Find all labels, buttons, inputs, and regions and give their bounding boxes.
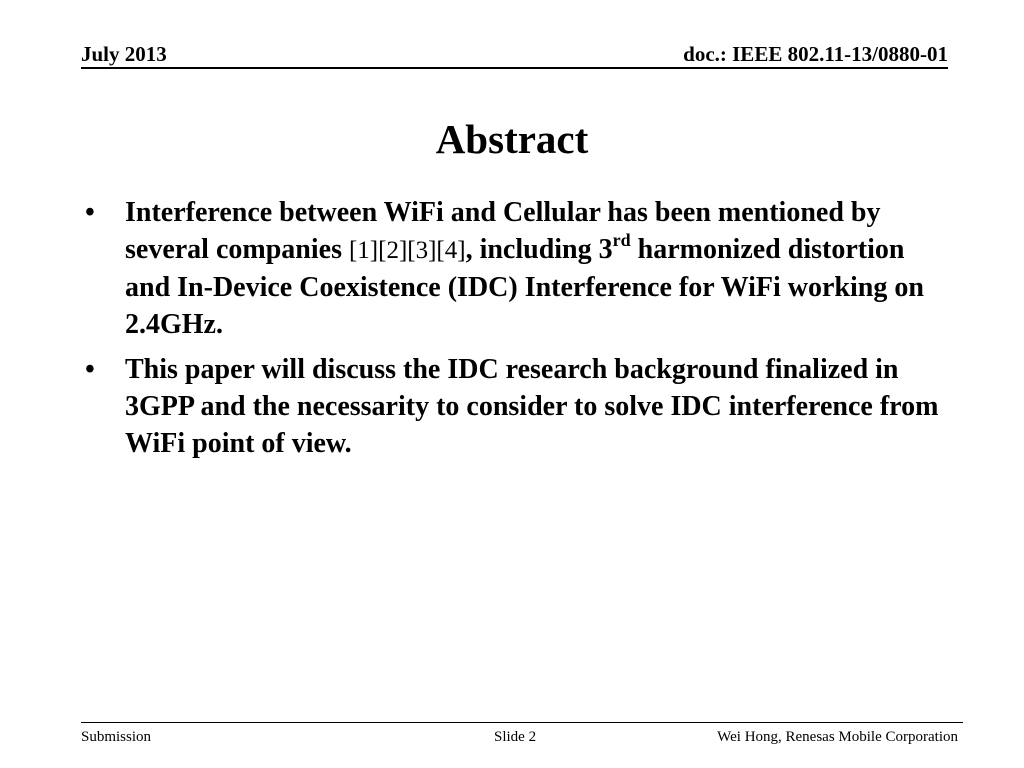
bullet-mark: • [85,197,95,228]
bullet-list [78,194,948,470]
footer-slide-number: Slide 2 [494,729,537,745]
bullet-text-part-1: Interference between WiFi and Cellular has been mentioned by several companies [125,197,881,265]
bullet-text: This paper will discuss the IDC research background finalized in 3GPP and the necessarity to consider to solve IDC interference from WiFi point of view. [125,354,939,459]
footer-submission: Submission [81,729,152,745]
slide-title: Abstract [435,116,589,162]
footer-divider [81,722,963,723]
reference-list: [1][2][3][4] [348,237,466,264]
header-date: July 2013 [81,42,167,66]
bullet-text-part-3: harmonized distortion and In-Device Coexistence (IDC) Interference for WiFi working on 2.4GHz. [125,234,924,340]
bullet-text-part-2: , including 3 [465,234,613,265]
header-doc-id: doc.: IEEE 802.11-13/0880-01 [683,42,948,66]
bullet-item-2 [78,351,948,462]
header-divider [81,67,948,69]
footer-author: Wei Hong, Renesas Mobile Corporation [717,729,958,745]
ordinal-superscript: rd [612,230,631,250]
bullet-item-1 [78,194,948,343]
bullet-mark: • [85,354,95,385]
